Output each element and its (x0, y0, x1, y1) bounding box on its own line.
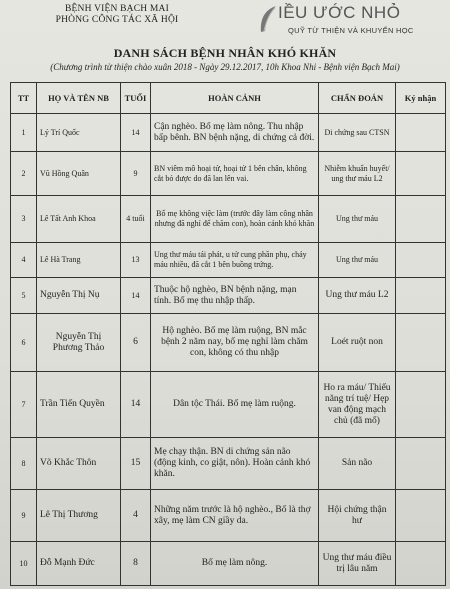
row-situation: Ung thư máu tái phát, u tử cung phần phụ, chảy máu nhiều, đã cắt 1 bên buồng trứng. (151, 243, 319, 278)
row-age: 14 (121, 114, 151, 152)
org-name: BỆNH VIỆN BẠCH MAI (65, 4, 169, 14)
row-name: Lê Hà Trang (37, 243, 121, 278)
row-name: Vũ Hồng Quân (37, 152, 121, 196)
row-signature (396, 372, 446, 438)
row-signature (396, 278, 446, 314)
row-situation: Bố mẹ không việc làm (trước đây làm công nhân nhưng đã nghỉ để chăm con), hoàn cảnh khó khăn (151, 196, 319, 243)
row-situation: Hộ nghèo. Bố mẹ làm ruộng, BN mắc bệnh 2 năm nay, bố mẹ nghỉ làm chăm con, không có thu nhập (151, 314, 319, 372)
row-tt: 2 (11, 152, 37, 196)
row-diagnosis: Nhiễm khuẩn huyết/ ung thư máu L2 (319, 152, 396, 196)
row-diagnosis: Ung thư máu L2 (319, 278, 396, 314)
document-title: DANH SÁCH BỆNH NHÂN KHÓ KHĂN (113, 46, 337, 60)
row-signature (396, 490, 446, 542)
row-tt: 4 (11, 243, 37, 278)
row-diagnosis: Ung thư máu điều trị lâu năm (319, 542, 396, 586)
row-diagnosis: Ung thư máu (319, 196, 396, 243)
row-signature (396, 152, 446, 196)
row-diagnosis: Di chứng sau CTSN (319, 114, 396, 152)
row-situation: Bố mẹ làm nông. (151, 542, 319, 586)
row-tt: 3 (11, 196, 37, 243)
row-tt: 7 (11, 372, 37, 438)
document-subtitle: (Chương trình từ thiện chào xuân 2018 - Ngày 29.12.2017, 10h Khoa Nhi - Bệnh viện Bạch Mai) (50, 62, 400, 72)
logo-leaf-icon (258, 4, 278, 34)
row-age: 15 (121, 438, 151, 490)
table-row (11, 372, 446, 438)
header-situation: HOÀN CẢNH (151, 83, 319, 114)
row-tt: 6 (11, 314, 37, 372)
header-age: TUỔI (121, 83, 151, 114)
patient-table (10, 82, 446, 586)
table-row (11, 243, 446, 278)
row-situation: BN viêm mô hoại tử, hoại tử 1 bên chân, không cắt bỏ được do đã lan lên vai. (151, 152, 319, 196)
table-row (11, 490, 446, 542)
header-name: HỌ VÀ TÊN NB (37, 83, 121, 114)
row-age: 9 (121, 152, 151, 196)
row-name: Lý Trí Quốc (37, 114, 121, 152)
row-signature (396, 196, 446, 243)
table-row (11, 278, 446, 314)
header-diagnosis: CHẨN ĐOÁN (319, 83, 396, 114)
row-name: Trần Tiến Quyền (37, 372, 121, 438)
row-name: Lê Tất Anh Khoa (37, 196, 121, 243)
logo-name: IỀU ƯỚC NHỎ (278, 3, 401, 22)
row-situation: Dân tộc Thái. Bố mẹ làm ruộng. (151, 372, 319, 438)
row-diagnosis: Ho ra máu/ Thiếu năng trí tuệ/ Hẹp van động mạch chủ (đã mổ) (319, 372, 396, 438)
table-header-row (11, 83, 446, 114)
row-age: 4 tuổi (121, 196, 151, 243)
row-name: Võ Khắc Thôn (37, 438, 121, 490)
header-tt: TT (11, 83, 37, 114)
table-row (11, 314, 446, 372)
row-tt: 8 (11, 438, 37, 490)
row-situation: Mẹ chạy thận. BN di chứng sản não (động kinh, co giật, nôn). Hoàn cảnh khó khăn. (151, 438, 319, 490)
row-diagnosis: Sản não (319, 438, 396, 490)
row-tt: 1 (11, 114, 37, 152)
organization-header (12, 4, 222, 26)
row-diagnosis: Hội chứng thận hư (319, 490, 396, 542)
row-diagnosis: Ung thư máu (319, 243, 396, 278)
row-age: 6 (121, 314, 151, 372)
row-situation: Cận nghèo. Bố mẹ làm nông. Thu nhập bấp bênh. BN bệnh nặng, di chứng cả đời. (151, 114, 319, 152)
table-row (11, 438, 446, 490)
row-tt: 9 (11, 490, 37, 542)
row-signature (396, 314, 446, 372)
table-row (11, 196, 446, 243)
row-name: Nguyễn Thị Nụ (37, 278, 121, 314)
row-signature (396, 243, 446, 278)
row-name: Đỗ Mạnh Đức (37, 542, 121, 586)
row-tt: 10 (11, 542, 37, 586)
row-signature (396, 542, 446, 586)
row-situation: Những năm trước là hộ nghèo., Bố là thợ xây, mẹ làm CN giầy da. (151, 490, 319, 542)
row-situation: Thuộc hộ nghèo, BN bệnh nặng, mạn tính. Bố mẹ thu nhập thấp. (151, 278, 319, 314)
table-row (11, 114, 446, 152)
org-department: PHÒNG CÔNG TÁC XÃ HỘI (55, 15, 179, 25)
row-age: 4 (121, 490, 151, 542)
table-row (11, 542, 446, 586)
row-diagnosis: Loét ruột non (319, 314, 396, 372)
row-age: 14 (121, 372, 151, 438)
row-name: Lê Thị Thương (37, 490, 121, 542)
row-signature (396, 114, 446, 152)
row-name: Nguyễn Thị Phương Thảo (37, 314, 121, 372)
table-row (11, 152, 446, 196)
row-age: 13 (121, 243, 151, 278)
row-signature (396, 438, 446, 490)
row-age: 14 (121, 278, 151, 314)
header-signature: Ký nhận (396, 83, 446, 114)
row-age: 8 (121, 542, 151, 586)
logo-tagline: QUỸ TỪ THIỆN VÀ KHUYẾN HỌC (288, 26, 414, 35)
row-tt: 5 (11, 278, 37, 314)
charity-logo (258, 2, 448, 44)
